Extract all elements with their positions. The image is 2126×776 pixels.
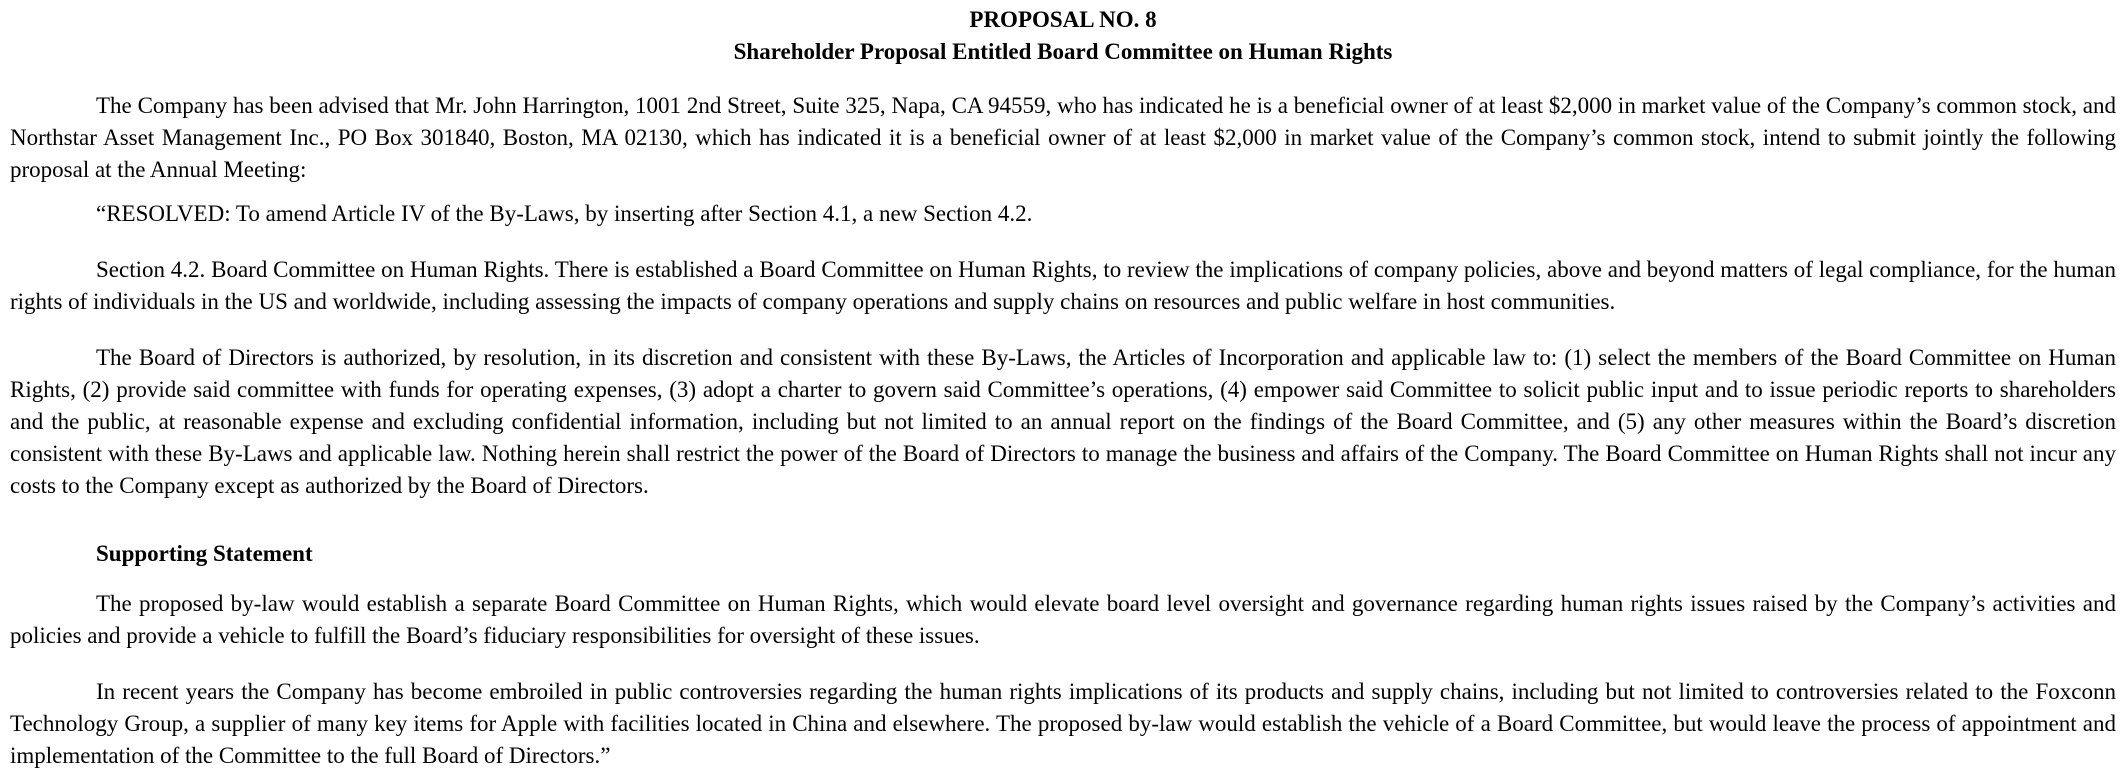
paragraph-section-4-2: Section 4.2. Board Committee on Human Rights. There is established a Board Committee on Human Rights, to review the implications of company policies, above and beyond matters of legal compliance, for the human rights of individuals in the US and worldwide, including assessing the impacts of company operations and supply chains on resources and public welfare in host communities.	[10, 257, 2116, 314]
proposal-title: PROPOSAL NO. 8	[969, 7, 1157, 32]
supporting-statement-heading: Supporting Statement	[96, 541, 313, 566]
paragraph-supporting-2: In recent years the Company has become embroiled in public controversies regarding the human rights implications of its products and supply chains, including but not limited to controversies related to the Foxconn Technology Group, a supplier of many key items for Apple with facilities located in China and elsewhere. The proposed by-law would establish the vehicle of a Board Committee, but would leave the process of appointment and implementation of the Committee to the full Board of Directors.”	[10, 679, 2116, 768]
paragraph-supporting-1: The proposed by-law would establish a separate Board Committee on Human Rights, which would elevate board level oversight and governance regarding human rights issues raised by the Company’s activities and policies and provide a vehicle to fulfill the Board’s fiduciary responsibilities for oversight of these issues.	[10, 591, 2116, 648]
proposal-subtitle: Shareholder Proposal Entitled Board Committee on Human Rights	[733, 39, 1393, 64]
paragraph-intro: The Company has been advised that Mr. John Harrington, 1001 2nd Street, Suite 325, Napa, CA 94559, who has indicated he is a beneficial owner of at least $2,000 in market value of the Company’s common stock, and Northstar Asset Management Inc., PO Box 301840, Boston, MA 02130, which has indicated it is a beneficial owner of at least $2,000 in market value of the Company’s common stock, intend to submit jointly the following proposal at the Annual Meeting:	[10, 93, 2116, 182]
paragraph-resolved: “RESOLVED: To amend Article IV of the By-Laws, by inserting after Section 4.1, a new Section 4.2.	[96, 201, 1033, 226]
document-page	[10, 4, 2116, 772]
paragraph-board-authorization: The Board of Directors is authorized, by resolution, in its discretion and consistent with these By-Laws, the Articles of Incorporation and applicable law to: (1) select the members of the Board Committee on Human Rights, (2) provide said committee with funds for operating expenses, (3) adopt a charter to govern said Committee’s operations, (4) empower said Committee to solicit public input and to issue periodic reports to shareholders and the public, at reasonable expense and excluding confidential information, including but not limited to an annual report on the findings of the Board Committee, and (5) any other measures within the Board’s discretion consistent with these By-Laws and applicable law. Nothing herein shall restrict the power of the Board of Directors to manage the business and affairs of the Company. The Board Committee on Human Rights shall not incur any costs to the Company except as authorized by the Board of Directors.	[10, 345, 2116, 498]
